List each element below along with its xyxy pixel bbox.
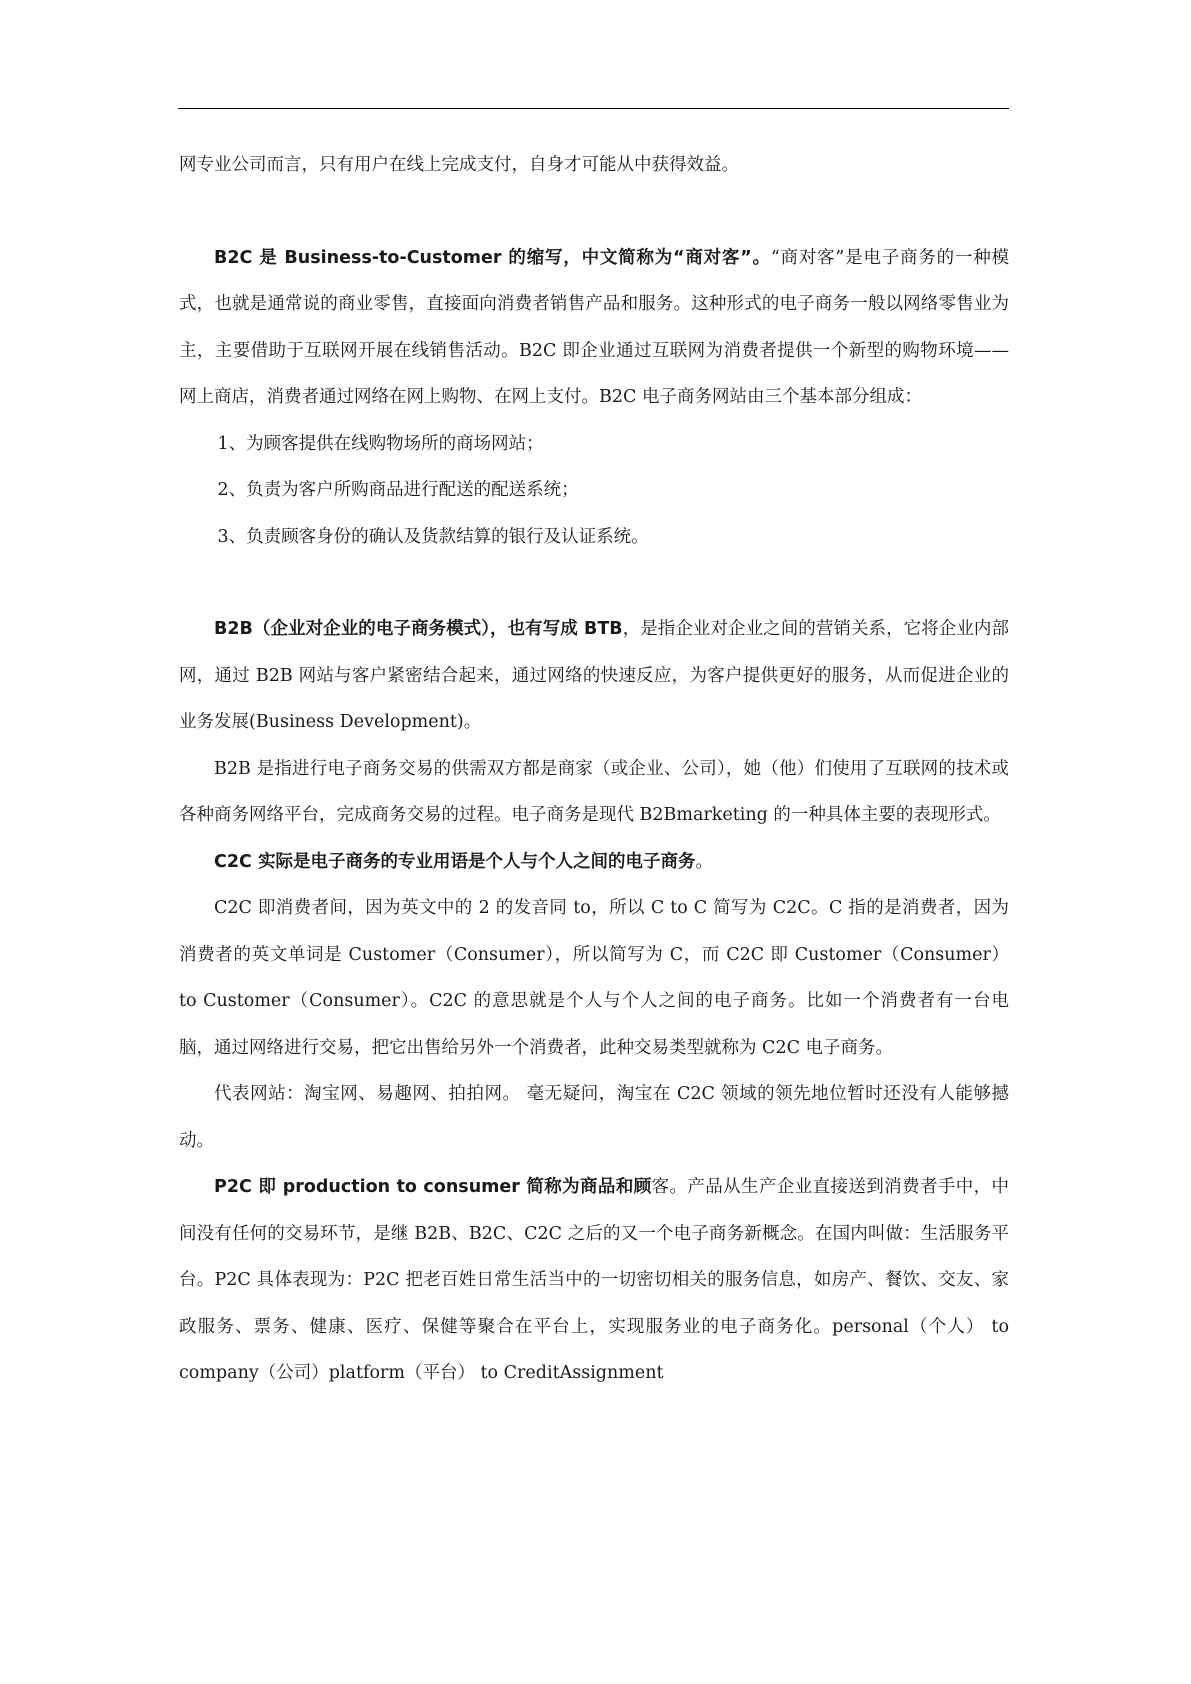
paragraph-c2c-detail: C2C 即消费者间，因为英文中的 2 的发音同 to，所以 C to C 简写为 C2C。C 指的是消费者，因为消费者的英文单词是 Customer（Consumer），所以简写为 C，而 C2C 即 Customer（Consumer） to Customer（Consumer）。C2C 的意思就是个人与个人之间的电子商务。比如一个消费者有一台电脑，通过网络进行交易，把它出售给另外一个消费者，此种交易类型就称为 C2C 电子商务。 (179, 898, 1009, 1058)
paragraph-b2c (179, 235, 1009, 421)
paragraph-b2b-detail: B2B 是指进行电子商务交易的供需双方都是商家（或企业、公司），她（他）们使用了互联网的技术或各种商务网络平台，完成商务交易的过程。电子商务是现代 B2Bmarketing 的一种具体主要的表现形式。 (179, 758, 1009, 825)
paragraph-p2c (179, 1164, 1009, 1397)
paragraph-continuation: 网专业公司而言，只有用户在线上完成支付，自身才可能从中获得效益。 (179, 155, 739, 175)
p2c-heading: P2C 即 production to consumer 简称为商品和顾 (214, 1177, 652, 1197)
p2c-text: 客。产品从生产企业直接送到消费者手中，中间没有任何的交易环节，是继 B2B、B2C、C2C 之后的又一个电子商务新概念。在国内叫做：生活服务平台。P2C 具体表现为：P2C 把老百姓日常生活当中的一切密切相关的服务信息，如房产、餐饮、交友、家政服务、票务、健康、医疗、保健等聚合在平台上，实现服务业的电子商务化。personal（个人） to company（公司）platform（平台） to CreditAssignment (179, 1177, 1010, 1383)
b2b-heading: B2B（企业对企业的电子商务模式），也有写成 BTB (214, 619, 623, 639)
paragraph-gap (179, 189, 1009, 235)
list-item: 1、为顾客提供在线购物场所的商场网站； (217, 433, 544, 454)
document-body (179, 142, 1009, 1397)
paragraph-c2c-sites: 代表网站：淘宝网、易趣网、拍拍网。 毫无疑问，淘宝在 C2C 领域的领先地位暂时还没有人能够撼动。 (179, 1084, 1009, 1151)
paragraph-c2c (179, 839, 1009, 886)
paragraph-gap (179, 560, 1009, 606)
list-item: 2、负责为客户所购商品进行配送的配送系统； (217, 480, 579, 500)
b2c-heading: B2C 是 Business-to-Customer 的缩写，中文简称为“商对客”。 (214, 247, 771, 268)
c2c-heading: C2C 实际是电子商务的专业用语是个人与个人之间的电子商务 (214, 851, 696, 872)
c2c-text: 。 (695, 851, 713, 872)
b2c-text: “商对客”是电子商务的一种模式，也就是通常说的商业零售，直接面向消费者销售产品和服务。这种形式的电子商务一般以网络零售业为主，主要借助于互联网开展在线销售活动。B2C 即企业通过互联网为消费者提供一个新型的购物环境——网上商店，消费者通过网络在网上购物、在网上支付。B2C 电子商务网站由三个基本部分组成： (179, 247, 1009, 407)
paragraph-b2b (179, 606, 1009, 746)
b2b-text: ，是指企业对企业之间的营销关系，它将企业内部网，通过 B2B 网站与客户紧密结合起来，通过网络的快速反应，为客户提供更好的服务，从而促进企业的业务发展(Business Development)。 (179, 619, 1009, 732)
list-item: 3、负责顾客身份的确认及货款结算的银行及认证系统。 (217, 526, 649, 547)
header-rule (178, 108, 1009, 109)
